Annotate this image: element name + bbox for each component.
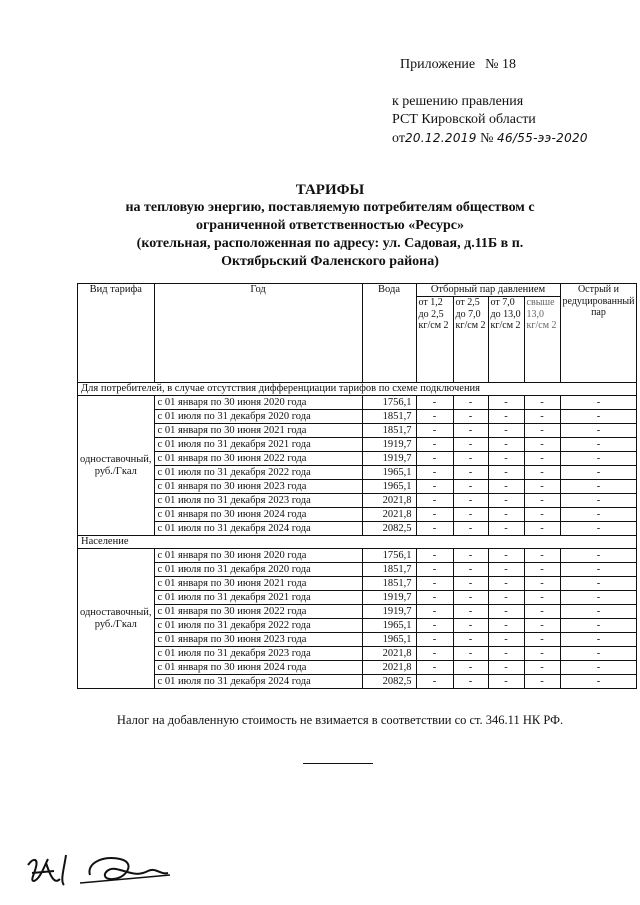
empty-value-cell: - xyxy=(488,633,524,647)
empty-value-cell: - xyxy=(416,605,453,619)
empty-value-cell: - xyxy=(560,424,637,438)
empty-value-cell: - xyxy=(524,466,560,480)
water-value-cell: 2021,8 xyxy=(362,508,416,522)
empty-value-cell: - xyxy=(524,396,560,410)
period-cell: с 01 января по 30 июня 2021 года xyxy=(154,424,362,438)
empty-value-cell: - xyxy=(488,661,524,675)
period-cell: с 01 января по 30 июня 2020 года xyxy=(154,549,362,563)
empty-value-cell: - xyxy=(453,549,488,563)
header-steam-2: от 2,5 до 7,0 кг/см 2 xyxy=(453,297,488,383)
empty-value-cell: - xyxy=(488,619,524,633)
empty-value-cell: - xyxy=(560,633,637,647)
table-row xyxy=(78,661,637,675)
period-cell: с 01 января по 30 июня 2024 года xyxy=(154,661,362,675)
empty-value-cell: - xyxy=(560,661,637,675)
table-row xyxy=(78,605,637,619)
empty-value-cell: - xyxy=(416,466,453,480)
empty-value-cell: - xyxy=(488,675,524,689)
period-cell: с 01 января по 30 июня 2024 года xyxy=(154,508,362,522)
section-row xyxy=(78,536,637,549)
table-row xyxy=(78,494,637,508)
table-row xyxy=(78,522,637,536)
empty-value-cell: - xyxy=(453,647,488,661)
water-value-cell: 1965,1 xyxy=(362,633,416,647)
water-value-cell: 1851,7 xyxy=(362,410,416,424)
empty-value-cell: - xyxy=(524,452,560,466)
appendix-label xyxy=(400,56,516,74)
table-row xyxy=(78,508,637,522)
empty-value-cell: - xyxy=(524,661,560,675)
empty-value-cell: - xyxy=(524,633,560,647)
water-value-cell: 2021,8 xyxy=(362,647,416,661)
empty-value-cell: - xyxy=(416,410,453,424)
water-value-cell: 1851,7 xyxy=(362,424,416,438)
empty-value-cell: - xyxy=(524,591,560,605)
empty-value-cell: - xyxy=(560,508,637,522)
title-line-3: (котельная, расположенная по адресу: ул. Садовая, д.11Б в п. xyxy=(136,236,524,251)
empty-value-cell: - xyxy=(488,577,524,591)
empty-value-cell: - xyxy=(453,619,488,633)
title-heading: ТАРИФЫ xyxy=(295,182,365,198)
empty-value-cell: - xyxy=(453,452,488,466)
empty-value-cell: - xyxy=(524,605,560,619)
water-value-cell: 2021,8 xyxy=(362,494,416,508)
empty-value-cell: - xyxy=(524,675,560,689)
empty-value-cell: - xyxy=(560,647,637,661)
water-value-cell: 1851,7 xyxy=(362,563,416,577)
empty-value-cell: - xyxy=(416,591,453,605)
empty-value-cell: - xyxy=(488,424,524,438)
empty-value-cell: - xyxy=(416,494,453,508)
empty-value-cell: - xyxy=(560,577,637,591)
empty-value-cell: - xyxy=(560,494,637,508)
signature-scribble xyxy=(20,845,180,895)
divider-rule xyxy=(303,763,373,764)
empty-value-cell: - xyxy=(560,563,637,577)
table-header xyxy=(78,284,637,383)
empty-value-cell: - xyxy=(488,563,524,577)
period-cell: с 01 января по 30 июня 2020 года xyxy=(154,396,362,410)
empty-value-cell: - xyxy=(416,563,453,577)
empty-value-cell: - xyxy=(560,396,637,410)
empty-value-cell: - xyxy=(416,661,453,675)
header-steam-group: Отборный пар давлением xyxy=(416,284,560,297)
empty-value-cell: - xyxy=(560,605,637,619)
empty-value-cell: - xyxy=(416,438,453,452)
empty-value-cell: - xyxy=(488,494,524,508)
empty-value-cell: - xyxy=(560,410,637,424)
period-cell: с 01 июля по 31 декабря 2023 года xyxy=(154,494,362,508)
header-steam-3: от 7,0 до 13,0 кг/см 2 xyxy=(488,297,524,383)
table-row xyxy=(78,619,637,633)
empty-value-cell: - xyxy=(524,424,560,438)
water-value-cell: 1965,1 xyxy=(362,466,416,480)
empty-value-cell: - xyxy=(416,522,453,536)
empty-value-cell: - xyxy=(488,647,524,661)
period-cell: с 01 января по 30 июня 2022 года xyxy=(154,605,362,619)
section-title: Население xyxy=(78,536,637,549)
empty-value-cell: - xyxy=(524,438,560,452)
empty-value-cell: - xyxy=(416,480,453,494)
empty-value-cell: - xyxy=(560,675,637,689)
empty-value-cell: - xyxy=(524,647,560,661)
empty-value-cell: - xyxy=(560,452,637,466)
empty-value-cell: - xyxy=(560,438,637,452)
empty-value-cell: - xyxy=(488,438,524,452)
empty-value-cell: - xyxy=(453,494,488,508)
empty-value-cell: - xyxy=(453,661,488,675)
empty-value-cell: - xyxy=(453,563,488,577)
empty-value-cell: - xyxy=(416,647,453,661)
empty-value-cell: - xyxy=(453,480,488,494)
empty-value-cell: - xyxy=(488,522,524,536)
water-value-cell: 1919,7 xyxy=(362,438,416,452)
empty-value-cell: - xyxy=(524,522,560,536)
table-row xyxy=(78,577,637,591)
tariff-table xyxy=(77,283,637,689)
header-sharp-steam: Острый и редуцированный пар xyxy=(560,284,637,383)
water-value-cell: 1919,7 xyxy=(362,605,416,619)
water-value-cell: 1919,7 xyxy=(362,591,416,605)
decision-date: 20.12.2019 xyxy=(404,131,477,145)
water-value-cell: 1851,7 xyxy=(362,577,416,591)
empty-value-cell: - xyxy=(416,424,453,438)
period-cell: с 01 июля по 31 декабря 2022 года xyxy=(154,466,362,480)
period-cell: с 01 июля по 31 декабря 2021 года xyxy=(154,438,362,452)
header-water: Вода xyxy=(362,284,416,383)
title-line-2: ограниченной ответственностью «Ресурс» xyxy=(195,218,465,233)
table-row xyxy=(78,647,637,661)
empty-value-cell: - xyxy=(416,619,453,633)
table-row xyxy=(78,549,637,563)
header-steam-4: свыше 13,0 кг/см 2 xyxy=(524,297,560,383)
water-value-cell: 2082,5 xyxy=(362,522,416,536)
table-row xyxy=(78,480,637,494)
title-line-1: на тепловую энергию, поставляемую потребителям обществом с xyxy=(125,200,535,215)
empty-value-cell: - xyxy=(453,522,488,536)
table-row xyxy=(78,438,637,452)
water-value-cell: 1919,7 xyxy=(362,452,416,466)
empty-value-cell: - xyxy=(524,563,560,577)
table-row xyxy=(78,410,637,424)
decision-number: 46/55-ээ-2020 xyxy=(497,131,588,145)
decision-block xyxy=(392,93,588,148)
table-row xyxy=(78,466,637,480)
water-value-cell: 1965,1 xyxy=(362,480,416,494)
period-cell: с 01 января по 30 июня 2022 года xyxy=(154,452,362,466)
empty-value-cell: - xyxy=(488,591,524,605)
header-year: Год xyxy=(154,284,362,383)
empty-value-cell: - xyxy=(560,619,637,633)
empty-value-cell: - xyxy=(560,549,637,563)
empty-value-cell: - xyxy=(453,424,488,438)
empty-value-cell: - xyxy=(524,508,560,522)
table-row xyxy=(78,633,637,647)
empty-value-cell: - xyxy=(453,438,488,452)
water-value-cell: 1965,1 xyxy=(362,619,416,633)
signature xyxy=(20,845,180,900)
empty-value-cell: - xyxy=(560,591,637,605)
empty-value-cell: - xyxy=(453,410,488,424)
section-row xyxy=(78,383,637,396)
empty-value-cell: - xyxy=(524,549,560,563)
document-title xyxy=(80,181,580,271)
empty-value-cell: - xyxy=(453,508,488,522)
table-row xyxy=(78,396,637,410)
empty-value-cell: - xyxy=(453,396,488,410)
empty-value-cell: - xyxy=(453,577,488,591)
header-steam-1: от 1,2 до 2,5 кг/см 2 xyxy=(416,297,453,383)
water-value-cell: 2082,5 xyxy=(362,675,416,689)
period-cell: с 01 июля по 31 декабря 2024 года xyxy=(154,522,362,536)
water-value-cell: 1756,1 xyxy=(362,549,416,563)
appendix-text: Приложение xyxy=(400,57,476,72)
decision-from: от xyxy=(392,131,405,146)
table-row xyxy=(78,563,637,577)
period-cell: с 01 января по 30 июня 2021 года xyxy=(154,577,362,591)
empty-value-cell: - xyxy=(416,452,453,466)
empty-value-cell: - xyxy=(524,577,560,591)
vat-note: Налог на добавленную стоимость не взимается в соответствии со ст. 346.11 НК РФ. xyxy=(116,713,564,727)
empty-value-cell: - xyxy=(453,633,488,647)
empty-value-cell: - xyxy=(488,508,524,522)
decision-line-3 xyxy=(392,129,588,148)
period-cell: с 01 июля по 31 декабря 2023 года xyxy=(154,647,362,661)
empty-value-cell: - xyxy=(524,480,560,494)
period-cell: с 01 июля по 31 декабря 2024 года xyxy=(154,675,362,689)
decision-number-sign: № xyxy=(480,131,494,146)
water-value-cell: 1756,1 xyxy=(362,396,416,410)
empty-value-cell: - xyxy=(560,466,637,480)
water-value-cell: 2021,8 xyxy=(362,661,416,675)
appendix-number: № 18 xyxy=(485,57,516,72)
empty-value-cell: - xyxy=(453,675,488,689)
empty-value-cell: - xyxy=(488,410,524,424)
period-cell: с 01 января по 30 июня 2023 года xyxy=(154,480,362,494)
period-cell: с 01 июля по 31 декабря 2022 года xyxy=(154,619,362,633)
empty-value-cell: - xyxy=(488,605,524,619)
empty-value-cell: - xyxy=(488,452,524,466)
empty-value-cell: - xyxy=(488,480,524,494)
empty-value-cell: - xyxy=(488,396,524,410)
empty-value-cell: - xyxy=(488,466,524,480)
empty-value-cell: - xyxy=(453,605,488,619)
tariff-type-cell: одноставочный, руб./Гкал xyxy=(78,549,155,689)
empty-value-cell: - xyxy=(524,494,560,508)
empty-value-cell: - xyxy=(416,508,453,522)
table-row xyxy=(78,591,637,605)
section-title: Для потребителей, в случае отсутствия дифференциации тарифов по схеме подключения xyxy=(78,383,637,396)
empty-value-cell: - xyxy=(416,396,453,410)
empty-value-cell: - xyxy=(416,549,453,563)
decision-line-2: РСТ Кировской области xyxy=(392,112,536,127)
empty-value-cell: - xyxy=(416,577,453,591)
empty-value-cell: - xyxy=(524,619,560,633)
empty-value-cell: - xyxy=(453,591,488,605)
empty-value-cell: - xyxy=(560,480,637,494)
empty-value-cell: - xyxy=(416,675,453,689)
period-cell: с 01 июля по 31 декабря 2021 года xyxy=(154,591,362,605)
table-row xyxy=(78,452,637,466)
title-line-4: Октябрьский Фаленского района) xyxy=(221,254,439,269)
period-cell: с 01 января по 30 июня 2023 года xyxy=(154,633,362,647)
period-cell: с 01 июля по 31 декабря 2020 года xyxy=(154,563,362,577)
table-body xyxy=(78,383,637,689)
empty-value-cell: - xyxy=(416,633,453,647)
table-row xyxy=(78,424,637,438)
empty-value-cell: - xyxy=(453,466,488,480)
decision-line-1: к решению правления xyxy=(392,94,524,109)
empty-value-cell: - xyxy=(560,522,637,536)
empty-value-cell: - xyxy=(524,410,560,424)
tariff-type-cell: одноставочный, руб./Гкал xyxy=(78,396,155,536)
empty-value-cell: - xyxy=(488,549,524,563)
table-row xyxy=(78,675,637,689)
period-cell: с 01 июля по 31 декабря 2020 года xyxy=(154,410,362,424)
header-tariff-type: Вид тарифа xyxy=(78,284,155,383)
